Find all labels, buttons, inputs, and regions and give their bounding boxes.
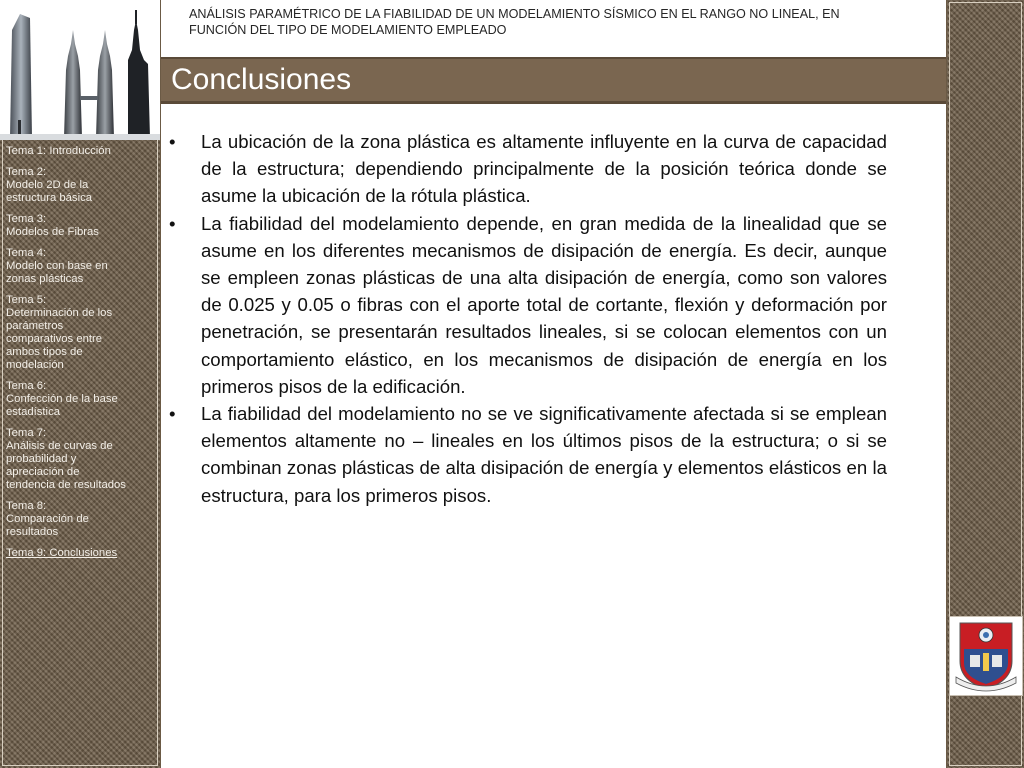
nav-item-tema-8[interactable]: Tema 8: Comparación de resultados (6, 500, 89, 538)
university-logo (949, 616, 1023, 696)
presentation-header (189, 6, 929, 38)
left-sidebar (0, 0, 160, 768)
bullet-dot-icon: • (169, 131, 176, 152)
header-line-2: FUNCIÓN DEL TIPO DE MODELAMIENTO EMPLEADO (189, 23, 507, 37)
slide-title: Conclusiones (171, 63, 352, 96)
slide-content (161, 0, 946, 768)
bullet-text: La fiabilidad del modelamiento depende, en gran medida de la linealidad que se asume en los diferentes mecanismos de disipación de energía. Es decir, aunque se empleen zonas plásticas de una alta disipación de energía, como son valores de 0.025 y 0.05 o fibras con el aporte total de cortante, flexión y deformación por penetración, se presentarán resultados lineales, si se colocan elementos con un comportamiento elástico, en los mecanismos de disipación de energía en los primeros pisos de la edificación. (201, 212, 887, 397)
shield-icon (950, 617, 1022, 695)
nav-item-tema-6[interactable]: Tema 6: Confección de la base estadística (6, 380, 118, 418)
nav-item-tema-5[interactable]: Tema 5: Determinación de los parámetros comparativos entre ambos tipos de modelación (6, 294, 113, 371)
nav-item-tema-4[interactable]: Tema 4: Modelo con base en zonas plásticas (6, 247, 108, 285)
skyscrapers-illustration (0, 0, 160, 140)
bullet-item (169, 210, 887, 400)
bullet-item (169, 400, 887, 509)
bullet-text: La ubicación de la zona plástica es altamente influyente en la curva de capacidad de la estructura; dependiendo principalmente de la posición teórica donde se asume la ubicación de la rótula plástica. (201, 131, 887, 207)
bullet-dot-icon: • (169, 403, 176, 425)
title-bar (161, 57, 946, 104)
bullet-item (169, 128, 887, 210)
header-line-1: ANÁLISIS PARAMÉTRICO DE LA FIABILIDAD DE UN MODELAMIENTO SÍSMICO EN EL RANGO NO LINEAL, EN (189, 7, 840, 21)
bullet-text: La fiabilidad del modelamiento no se ve significativamente afectada si se emplean elementos altamente no – lineales en los últimos pisos de la estructura; o si se combinan zonas plásticas de alta disipación de energía y elementos elásticos en la estructura, para los primeros pisos. (201, 403, 887, 506)
nav-item-tema-9-active[interactable]: Tema 9: Conclusiones (6, 547, 118, 559)
topic-navigation (6, 145, 158, 568)
nav-item-tema-7[interactable]: Tema 7: Análisis de curvas de probabilidad y apreciación de tendencia de resultados (6, 427, 126, 491)
nav-item-tema-1[interactable]: Tema 1: Introducción (6, 145, 111, 157)
bullet-dot-icon: • (169, 212, 176, 234)
nav-item-tema-2[interactable]: Tema 2: Modelo 2D de la estructura básica (6, 166, 93, 204)
nav-item-tema-3[interactable]: Tema 3: Modelos de Fibras (6, 213, 99, 238)
conclusions-list (169, 128, 887, 509)
skyline-image (0, 0, 160, 140)
